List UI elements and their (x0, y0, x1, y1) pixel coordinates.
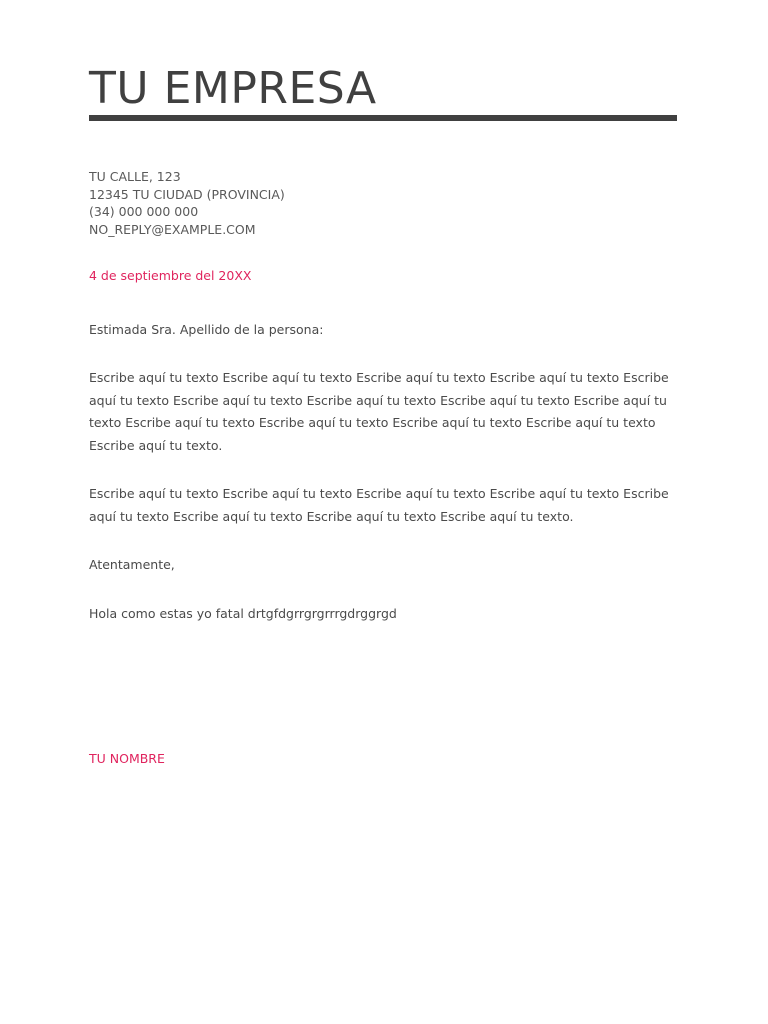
signature-name: TU NOMBRE (89, 751, 165, 766)
extra-line: Hola como estas yo fatal drtgfdgrrgrgrrrgdrggrgd (89, 606, 397, 621)
sender-address (89, 168, 285, 238)
address-phone: (34) 000 000 000 (89, 204, 199, 219)
address-street: TU CALLE, 123 (89, 169, 181, 184)
closing: Atentamente, (89, 557, 175, 572)
salutation: Estimada Sra. Apellido de la persona: (89, 322, 324, 337)
address-city: 12345 TU CIUDAD (PROVINCIA) (89, 186, 285, 202)
address-email: NO_REPLY@EXAMPLE.COM (89, 221, 256, 237)
company-name: TU EMPRESA (89, 63, 377, 114)
letter-date: 4 de septiembre del 20XX (89, 268, 252, 283)
header-rule (89, 115, 677, 121)
body-paragraph-1: Escribe aquí tu texto Escribe aquí tu texto Escribe aquí tu texto Escribe aquí tu texto Escribe aquí tu texto Escribe aquí tu texto Escribe aquí tu texto Escribe aquí tu texto Escribe aquí tu texto Escribe aquí tu texto Escribe aquí tu texto Escribe aquí tu texto Escribe aquí tu texto Escribe aquí tu texto. (89, 370, 669, 453)
body-paragraph-2: Escribe aquí tu texto Escribe aquí tu texto Escribe aquí tu texto Escribe aquí tu texto Escribe aquí tu texto Escribe aquí tu texto Escribe aquí tu texto Escribe aquí tu texto. (89, 486, 669, 524)
